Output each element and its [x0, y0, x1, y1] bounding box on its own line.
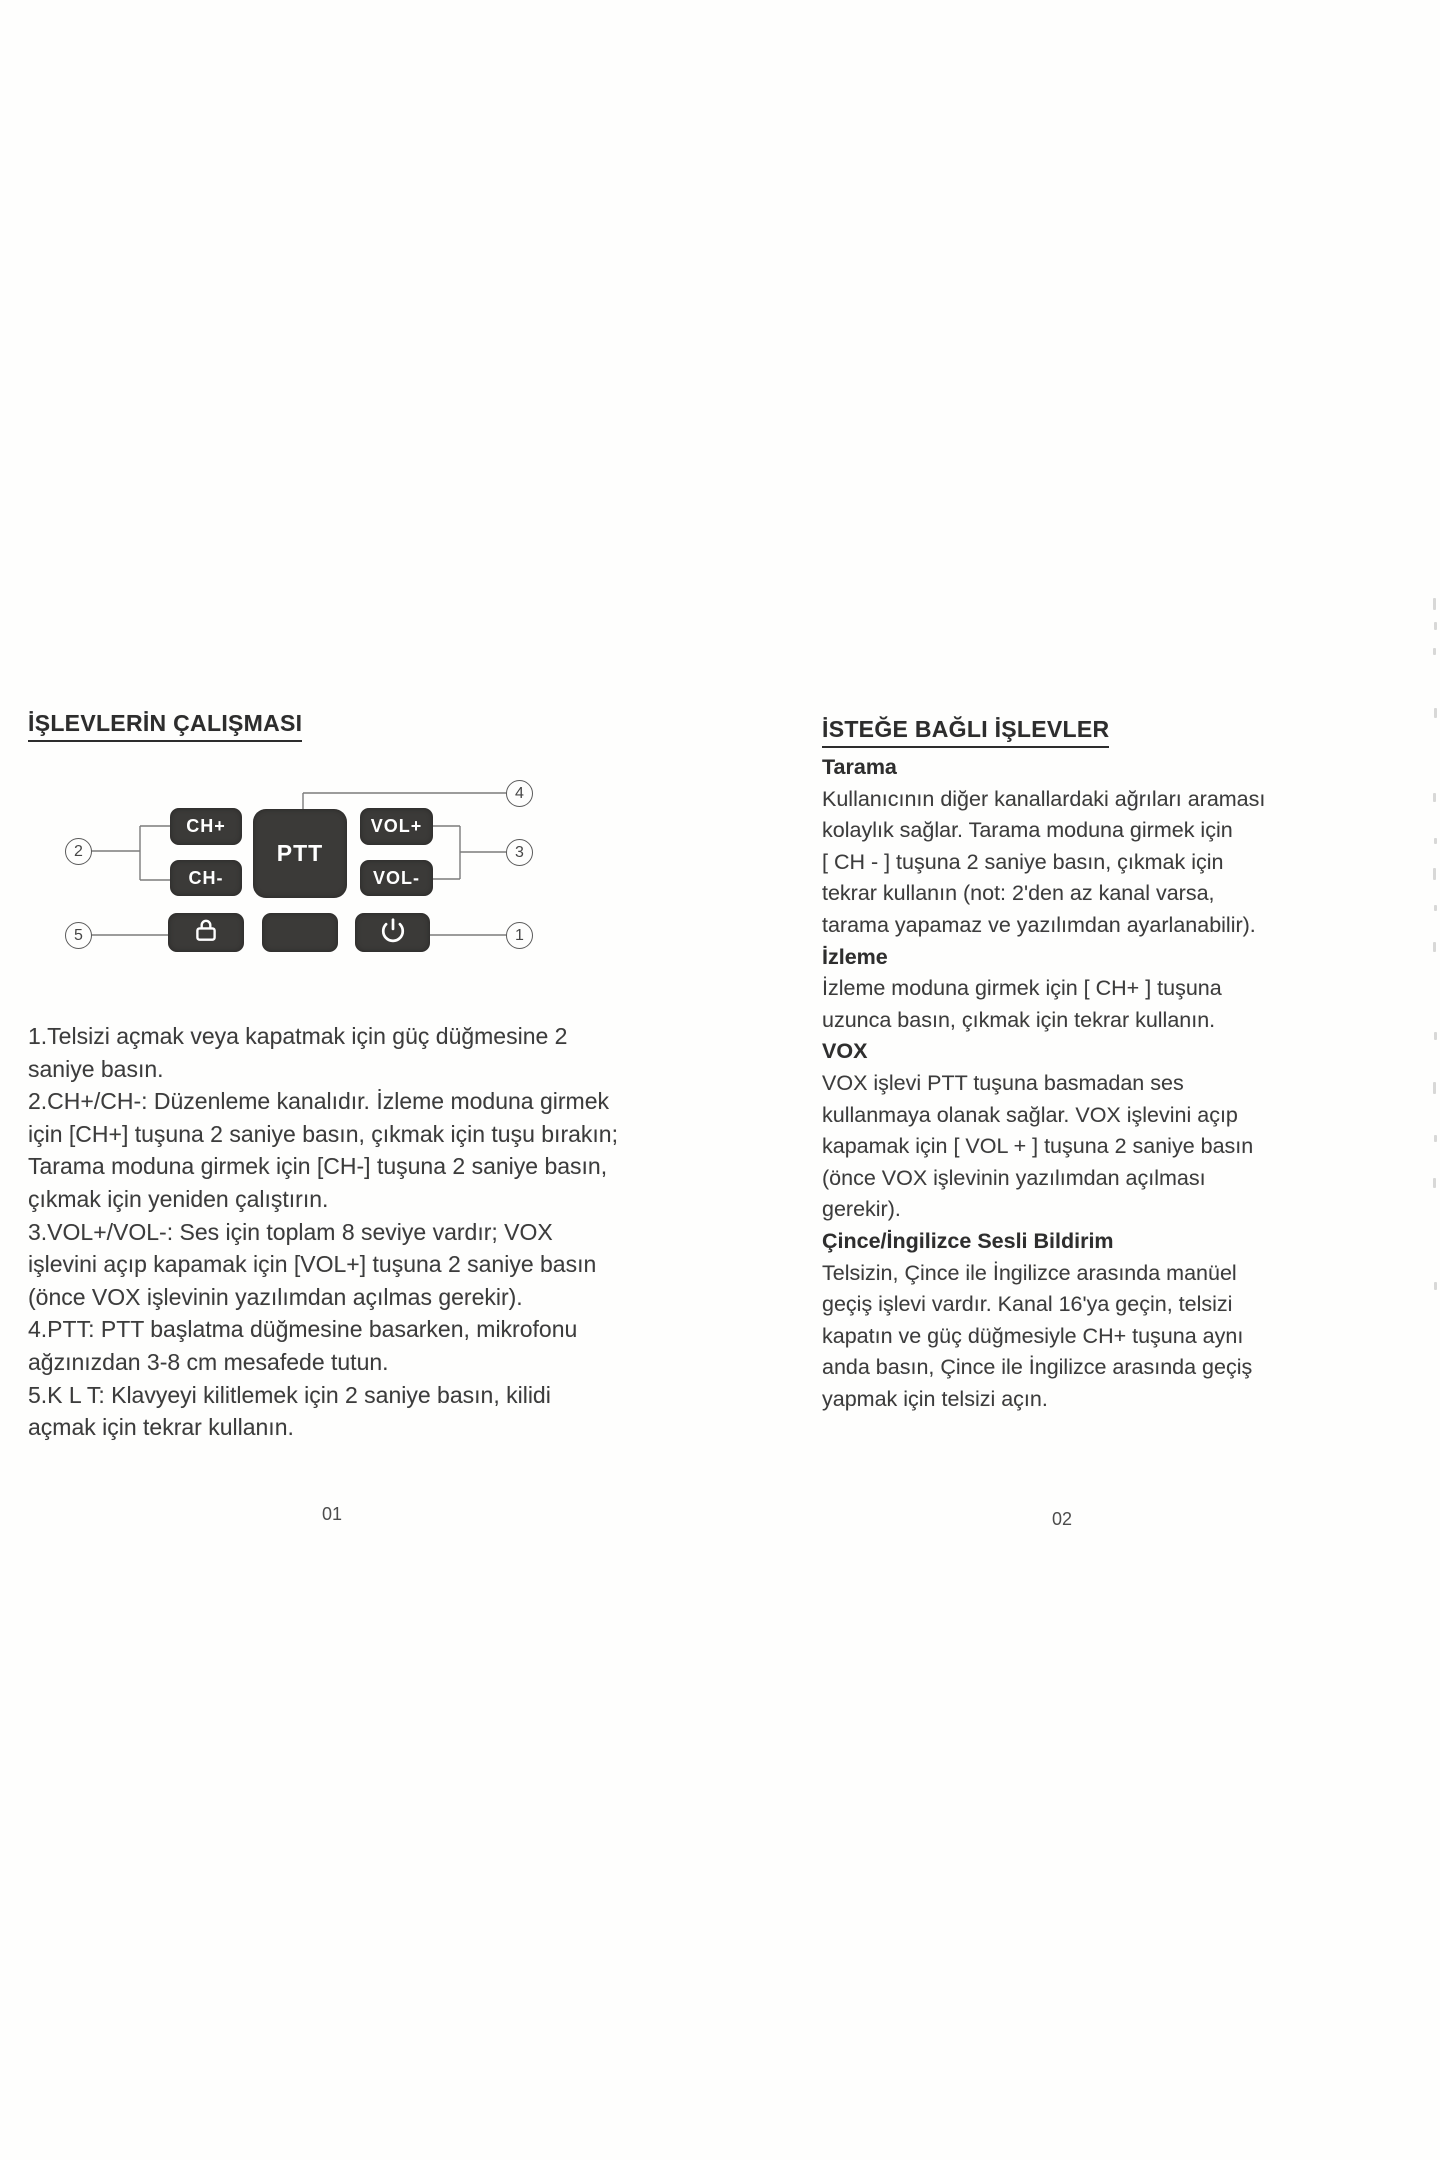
body-line: ağzınızdan 3-8 cm mesafede tutun. — [28, 1348, 389, 1375]
right-page-body — [822, 752, 1265, 1415]
body-line: tekrar kullanın (not: 2'den az kanal varsa, — [822, 881, 1215, 906]
vol-minus-button-art: VOL- — [360, 860, 433, 896]
body-line: (önce VOX işlevinin yazılımdan açılmas gerekir). — [28, 1283, 523, 1310]
scan-artifact-mark — [1434, 905, 1437, 911]
body-line: (önce VOX işlevinin yazılımdan açılması — [822, 1165, 1206, 1190]
scan-artifact-mark — [1434, 838, 1437, 844]
scan-artifact-mark — [1434, 1032, 1437, 1040]
callout-5: 5 — [65, 922, 92, 949]
callout-1: 1 — [506, 922, 533, 949]
body-line: çıkmak için yeniden çalıştırın. — [28, 1185, 329, 1212]
body-line: kapatın ve güç düğmesiyle CH+ tuşuna aynı — [822, 1323, 1244, 1348]
keypad-diagram — [50, 775, 550, 975]
body-line: Telsizin, Çince ile İngilizce arasında manüel — [822, 1260, 1237, 1285]
body-line: uzunca basın, çıkmak için tekrar kullanın. — [822, 1007, 1216, 1032]
callout-4: 4 — [506, 780, 533, 807]
ch-plus-button-art: CH+ — [170, 808, 242, 845]
body-line: [ CH - ] tuşuna 2 saniye basın, çıkmak için — [822, 849, 1224, 874]
vol-plus-button-art: VOL+ — [360, 808, 433, 845]
body-line: yapmak için telsizi açın. — [822, 1386, 1048, 1411]
body-line: için [CH+] tuşuna 2 saniye basın, çıkmak için tuşu bırakın; — [28, 1120, 618, 1147]
body-line: İzleme moduna girmek için [ CH+ ] tuşuna — [822, 976, 1222, 1001]
power-icon — [380, 917, 406, 948]
body-line: 5.K L T: Klavyeyi kilitlemek için 2 saniye basın, kilidi — [28, 1381, 551, 1408]
subhead-voice-announce: Çince/İngilizce Sesli Bildirim — [822, 1228, 1114, 1253]
callout-3: 3 — [506, 839, 533, 866]
blank-button-art — [262, 913, 338, 952]
scan-artifact-mark — [1433, 793, 1436, 802]
scan-artifact-mark — [1434, 1282, 1437, 1290]
body-line: açmak için tekrar kullanın. — [28, 1414, 294, 1441]
scan-artifact-mark — [1433, 648, 1436, 655]
left-page-body — [28, 1020, 618, 1444]
subhead-vox: VOX — [822, 1039, 868, 1064]
body-line: 3.VOL+/VOL-: Ses için toplam 8 seviye vardır; VOX — [28, 1218, 553, 1245]
ptt-button-art: PTT — [253, 809, 347, 898]
body-line: anda basın, Çince ile İngilizce arasında geçiş — [822, 1355, 1253, 1380]
subhead-tarama: Tarama — [822, 755, 897, 779]
right-page-heading: İSTEĞE BAĞLI İŞLEVLER — [822, 716, 1109, 748]
scan-artifact-mark — [1433, 598, 1436, 610]
scan-artifact-mark — [1433, 868, 1436, 880]
body-line: kullanmaya olanak sağlar. VOX işlevini açıp — [822, 1102, 1238, 1127]
body-line: Tarama moduna girmek için [CH-] tuşuna 2 saniye basın, — [28, 1153, 608, 1180]
body-line: Kullanıcının diğer kanallardaki ağrıları araması — [822, 786, 1266, 811]
page-number-right: 02 — [1052, 1509, 1073, 1529]
ch-minus-button-art: CH- — [170, 860, 242, 896]
scan-artifact-mark — [1433, 1082, 1436, 1094]
body-line: kolaylık sağlar. Tarama moduna girmek için — [822, 818, 1233, 843]
body-line: 4.PTT: PTT başlatma düğmesine basarken, mikrofonu — [28, 1316, 578, 1343]
lock-icon — [192, 916, 220, 949]
scan-artifact-mark — [1434, 1135, 1437, 1142]
power-button-art — [355, 913, 430, 952]
body-line: saniye basın. — [28, 1055, 164, 1082]
body-line: gerekir). — [822, 1197, 901, 1222]
subhead-izleme: İzleme — [822, 944, 888, 969]
page-number-left: 01 — [322, 1504, 343, 1524]
scan-artifact-mark — [1434, 622, 1437, 630]
scan-artifact-mark — [1434, 708, 1437, 718]
body-line: işlevini açıp kapamak için [VOL+] tuşuna 2 saniye basın — [28, 1251, 597, 1278]
left-page-heading: İŞLEVLERİN ÇALIŞMASI — [28, 710, 302, 742]
body-line: geçiş işlevi vardır. Kanal 16'ya geçin, telsizi — [822, 1292, 1233, 1317]
body-line: tarama yapamaz ve yazılımdan ayarlanabilir). — [822, 912, 1256, 937]
body-line: 1.Telsizi açmak veya kapatmak için güç düğmesine 2 — [28, 1023, 568, 1049]
body-line: VOX işlevi PTT tuşuna basmadan ses — [822, 1070, 1184, 1095]
lock-button-art — [168, 913, 244, 952]
scan-artifact-mark — [1433, 942, 1436, 952]
body-line: 2.CH+/CH-: Düzenleme kanalıdır. İzleme moduna girmek — [28, 1088, 609, 1115]
scan-artifact-mark — [1433, 1178, 1436, 1188]
callout-2: 2 — [65, 838, 92, 865]
body-line: kapamak için [ VOL + ] tuşuna 2 saniye basın — [822, 1134, 1254, 1159]
